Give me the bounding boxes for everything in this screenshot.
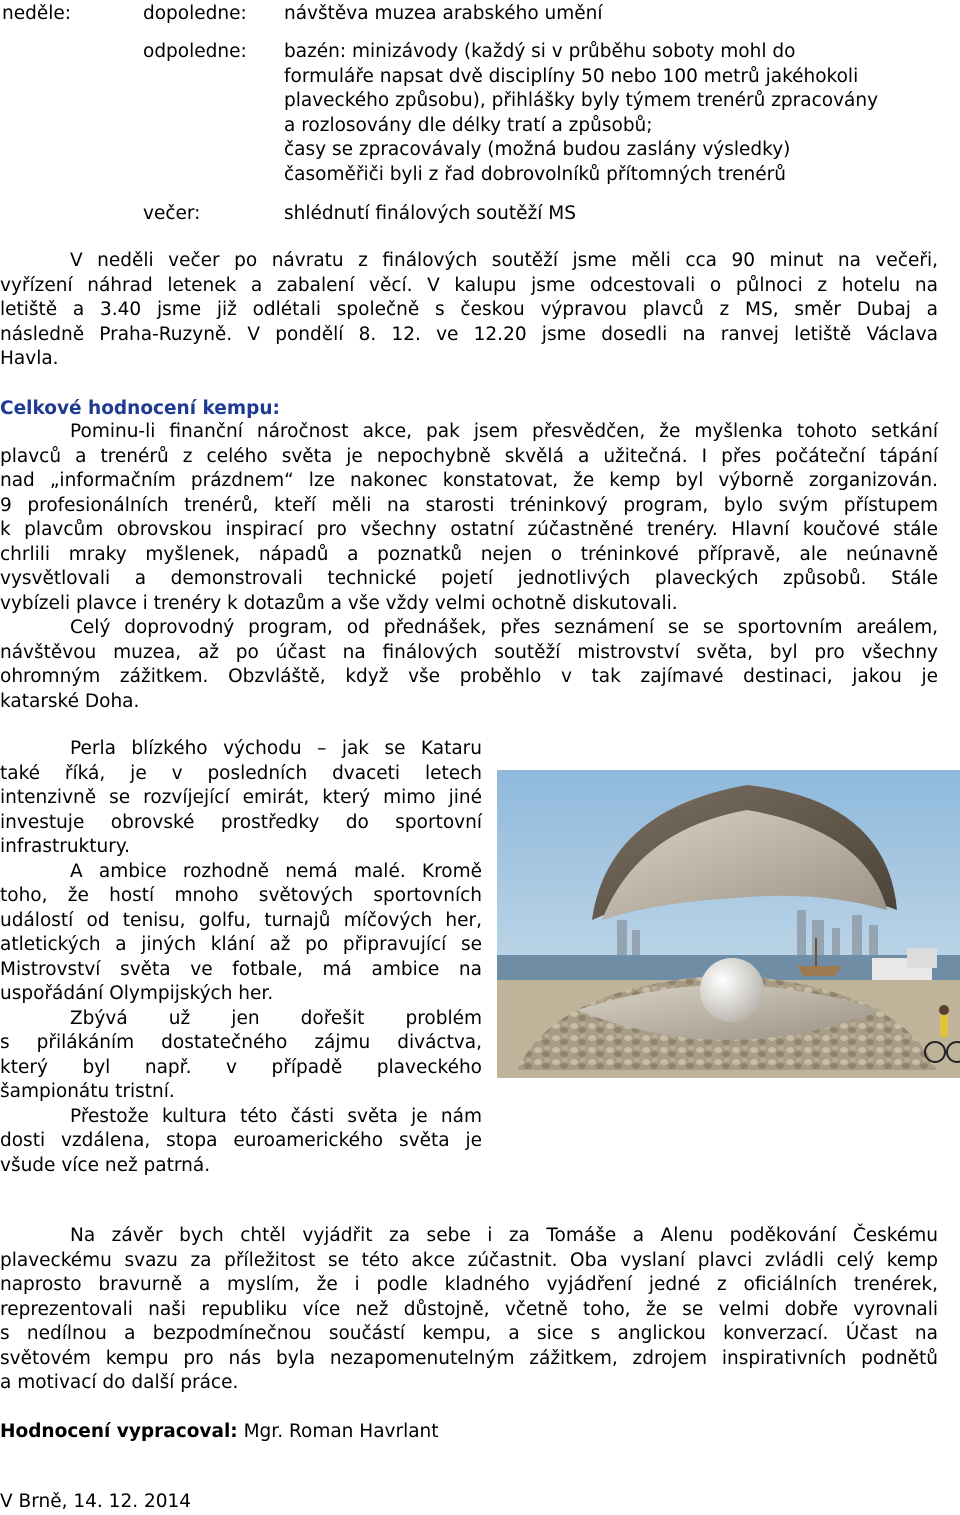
paragraph-line: Na závěr bych chtěl vyjádřit za sebe i za Tomáše a Alenu poděkování Českému [70, 1225, 938, 1246]
author-label: Hodnocení vypracoval: [0, 1421, 238, 1442]
paragraph-line: Mistrovství světa ve fotbale, má ambice na [0, 958, 482, 980]
schedule-time-afternoon: odpoledne: [143, 41, 247, 62]
closing-paragraph [0, 1224, 938, 1396]
schedule-time-morning: dopoledne: [143, 3, 247, 24]
return-paragraph [0, 249, 938, 372]
paragraph-line: naprosto bravurně a myslím, že i podle kladného vyjádření jedné z oficiálních trenérek, [0, 1274, 938, 1295]
schedule-text-afternoon [284, 40, 878, 187]
schedule-line: bazén: minizávody (každý si v průběhu soboty mohl do [284, 41, 796, 62]
schedule-line: shlédnutí finálových soutěží MS [284, 203, 576, 224]
paragraph-line: 9 profesionálních trenérů, kteří měli na starosti tréninkový program, bylo svým přístupem [0, 494, 938, 516]
schedule-day: neděle: [2, 3, 71, 24]
evaluation-paragraph-2 [0, 616, 938, 714]
paragraph-line: nad „informačním prázdnem“ lze nakonec konstatovat, že kemp byl výborně zorganizován. [0, 470, 938, 491]
schedule-line: časoměřiči byli z řad dobrovolníků přítomných trenérů [284, 163, 786, 185]
schedule-line: plaveckého způsobu), přihlášky byly týmem trenérů zpracovány [284, 90, 879, 111]
evaluation-paragraph-1 [0, 420, 938, 616]
paragraph-line: Přestože kultura této části světa je nám [70, 1105, 482, 1127]
paragraph-line: A ambice rozhodně nemá malé. Kromě [70, 860, 482, 882]
place-date: V Brně, 14. 12. 2014 [0, 1491, 192, 1512]
schedule-text-morning [284, 2, 603, 27]
paragraph-line: investuje obrovské prostředky do sportovní [0, 811, 482, 833]
evaluation-heading: Celkové hodnocení kempu: [0, 398, 280, 419]
paragraph-line: plaveckému svazu za příležitost se této akce zúčastnit. Oba vyslaní plavci zvládli celý kemp [0, 1249, 938, 1271]
schedule-line: a rozlosovány dle délky tratí a způsobů; [284, 114, 653, 136]
paragraph-line: reprezentovali naši republiku více než důstojně, včetně toho, že se velmi dobře vyrovnali [0, 1298, 938, 1320]
paragraph-line: katarské Doha. [0, 690, 140, 712]
paragraph-line: intenzivně se rozvíjející emirát, který mimo jiné [0, 787, 482, 808]
paragraph-line: vysvětlovali a demonstrovali technické pojetí jednotlivých plaveckých způsobů. Stále [0, 568, 938, 589]
paragraph-line: V neděli večer po návratu z finálových soutěží jsme měli cca 90 minut na večeři, [70, 250, 938, 271]
paragraph-line: toho, že hostí mnoho světových sportovních [0, 885, 482, 906]
paragraph-line: a motivací do další práce. [0, 1372, 239, 1393]
paragraph-line: infrastruktury. [0, 836, 131, 857]
paragraph-line: vybízeli plavce i trenéry k dotazům a vše vždy velmi ochotně diskutovali. [0, 592, 678, 614]
qatar-column [0, 737, 482, 1178]
paragraph-line: ohromným zážitkem. Obzvláště, když vše proběhlo v tak zajímavé destinaci, jakou je [0, 666, 938, 687]
author-line [0, 1420, 439, 1445]
schedule-line: návštěva muzea arabského umění [284, 3, 603, 24]
paragraph-line: Havla. [0, 348, 59, 369]
paragraph-line: Perla blízkého východu – jak se Kataru [70, 738, 482, 759]
paragraph-line: letiště a 3.40 jsme již odlétali společně s českou výpravou plavců z MS, směr Dubaj a [0, 299, 938, 320]
paragraph-line: dosti vzdálena, stopa euroamerického světa je [0, 1130, 482, 1151]
paragraph-line: uspořádání Olympijských her. [0, 983, 274, 1004]
paragraph-line: s přilákáním dostatečného zájmu diváctva, [0, 1032, 482, 1053]
schedule-time-evening: večer: [143, 203, 201, 224]
paragraph-line: událostí od tenisu, golfu, turnajů míčových her, [0, 909, 482, 931]
schedule-text-evening [284, 202, 576, 227]
paragraph-line: který byl např. v případě plaveckého [0, 1056, 482, 1078]
paragraph-line: vyřízení náhrad letenek a zabalení věcí. V kalupu jsme odcestovali o půlnoci z hotelu na [0, 274, 938, 296]
paragraph-line: návštěvou muzea, až po účast na finálových soutěží mistrovství světa, byl pro všechny [0, 641, 938, 663]
paragraph-line: šampionátu tristní. [0, 1081, 175, 1102]
paragraph-line: Zbývá už jen dořešit problém [70, 1007, 482, 1029]
pearl-monument-photo [497, 770, 960, 1078]
schedule-line: časy se zpracovávaly (možná budou zaslány výsledky) [284, 139, 791, 160]
paragraph-line: Pominu-li finanční náročnost akce, pak jsem přesvědčen, že myšlenka tohoto setkání [70, 421, 938, 442]
paragraph-line: Celý doprovodný program, od přednášek, přes seznámení se se sportovním areálem, [70, 617, 938, 638]
paragraph-line: následně Praha-Ruzyně. V pondělí 8. 12. ve 12.20 jsme dosedli na ranvej letiště Václava [0, 323, 938, 345]
paragraph-line: s nedílnou a bezpodmínečnou součástí kempu, a sice s anglickou konverzací. Účast na [0, 1323, 938, 1344]
paragraph-line: všude více než patrná. [0, 1154, 211, 1176]
paragraph-line: také říká, je v posledních dvaceti letech [0, 762, 482, 784]
paragraph-line: chrlili mraky myšlenek, nápadů a poznatků nejen o tréninkové přípravě, ale neúnavně [0, 543, 938, 565]
paragraph-line: k plavcům obrovskou inspirací pro všechny ostatní zúčastněné trenéry. Hlavní koučové stále [0, 519, 938, 540]
paragraph-line: světovém kempu pro nás byla nezapomenutelným zážitkem, zdrojem inspirativních podnětů [0, 1347, 938, 1369]
paragraph-line: plavců a trenérů z celého světa je nepochybně skvělá a užitečná. I přes počáteční tápání [0, 445, 938, 467]
paragraph-line: atletických a jiných klání až po připravující se [0, 934, 482, 955]
author-name: Mgr. Roman Havrlant [237, 1421, 439, 1442]
schedule-line: formuláře napsat dvě disciplíny 50 nebo 100 metrů jakéhokoli [284, 65, 859, 87]
